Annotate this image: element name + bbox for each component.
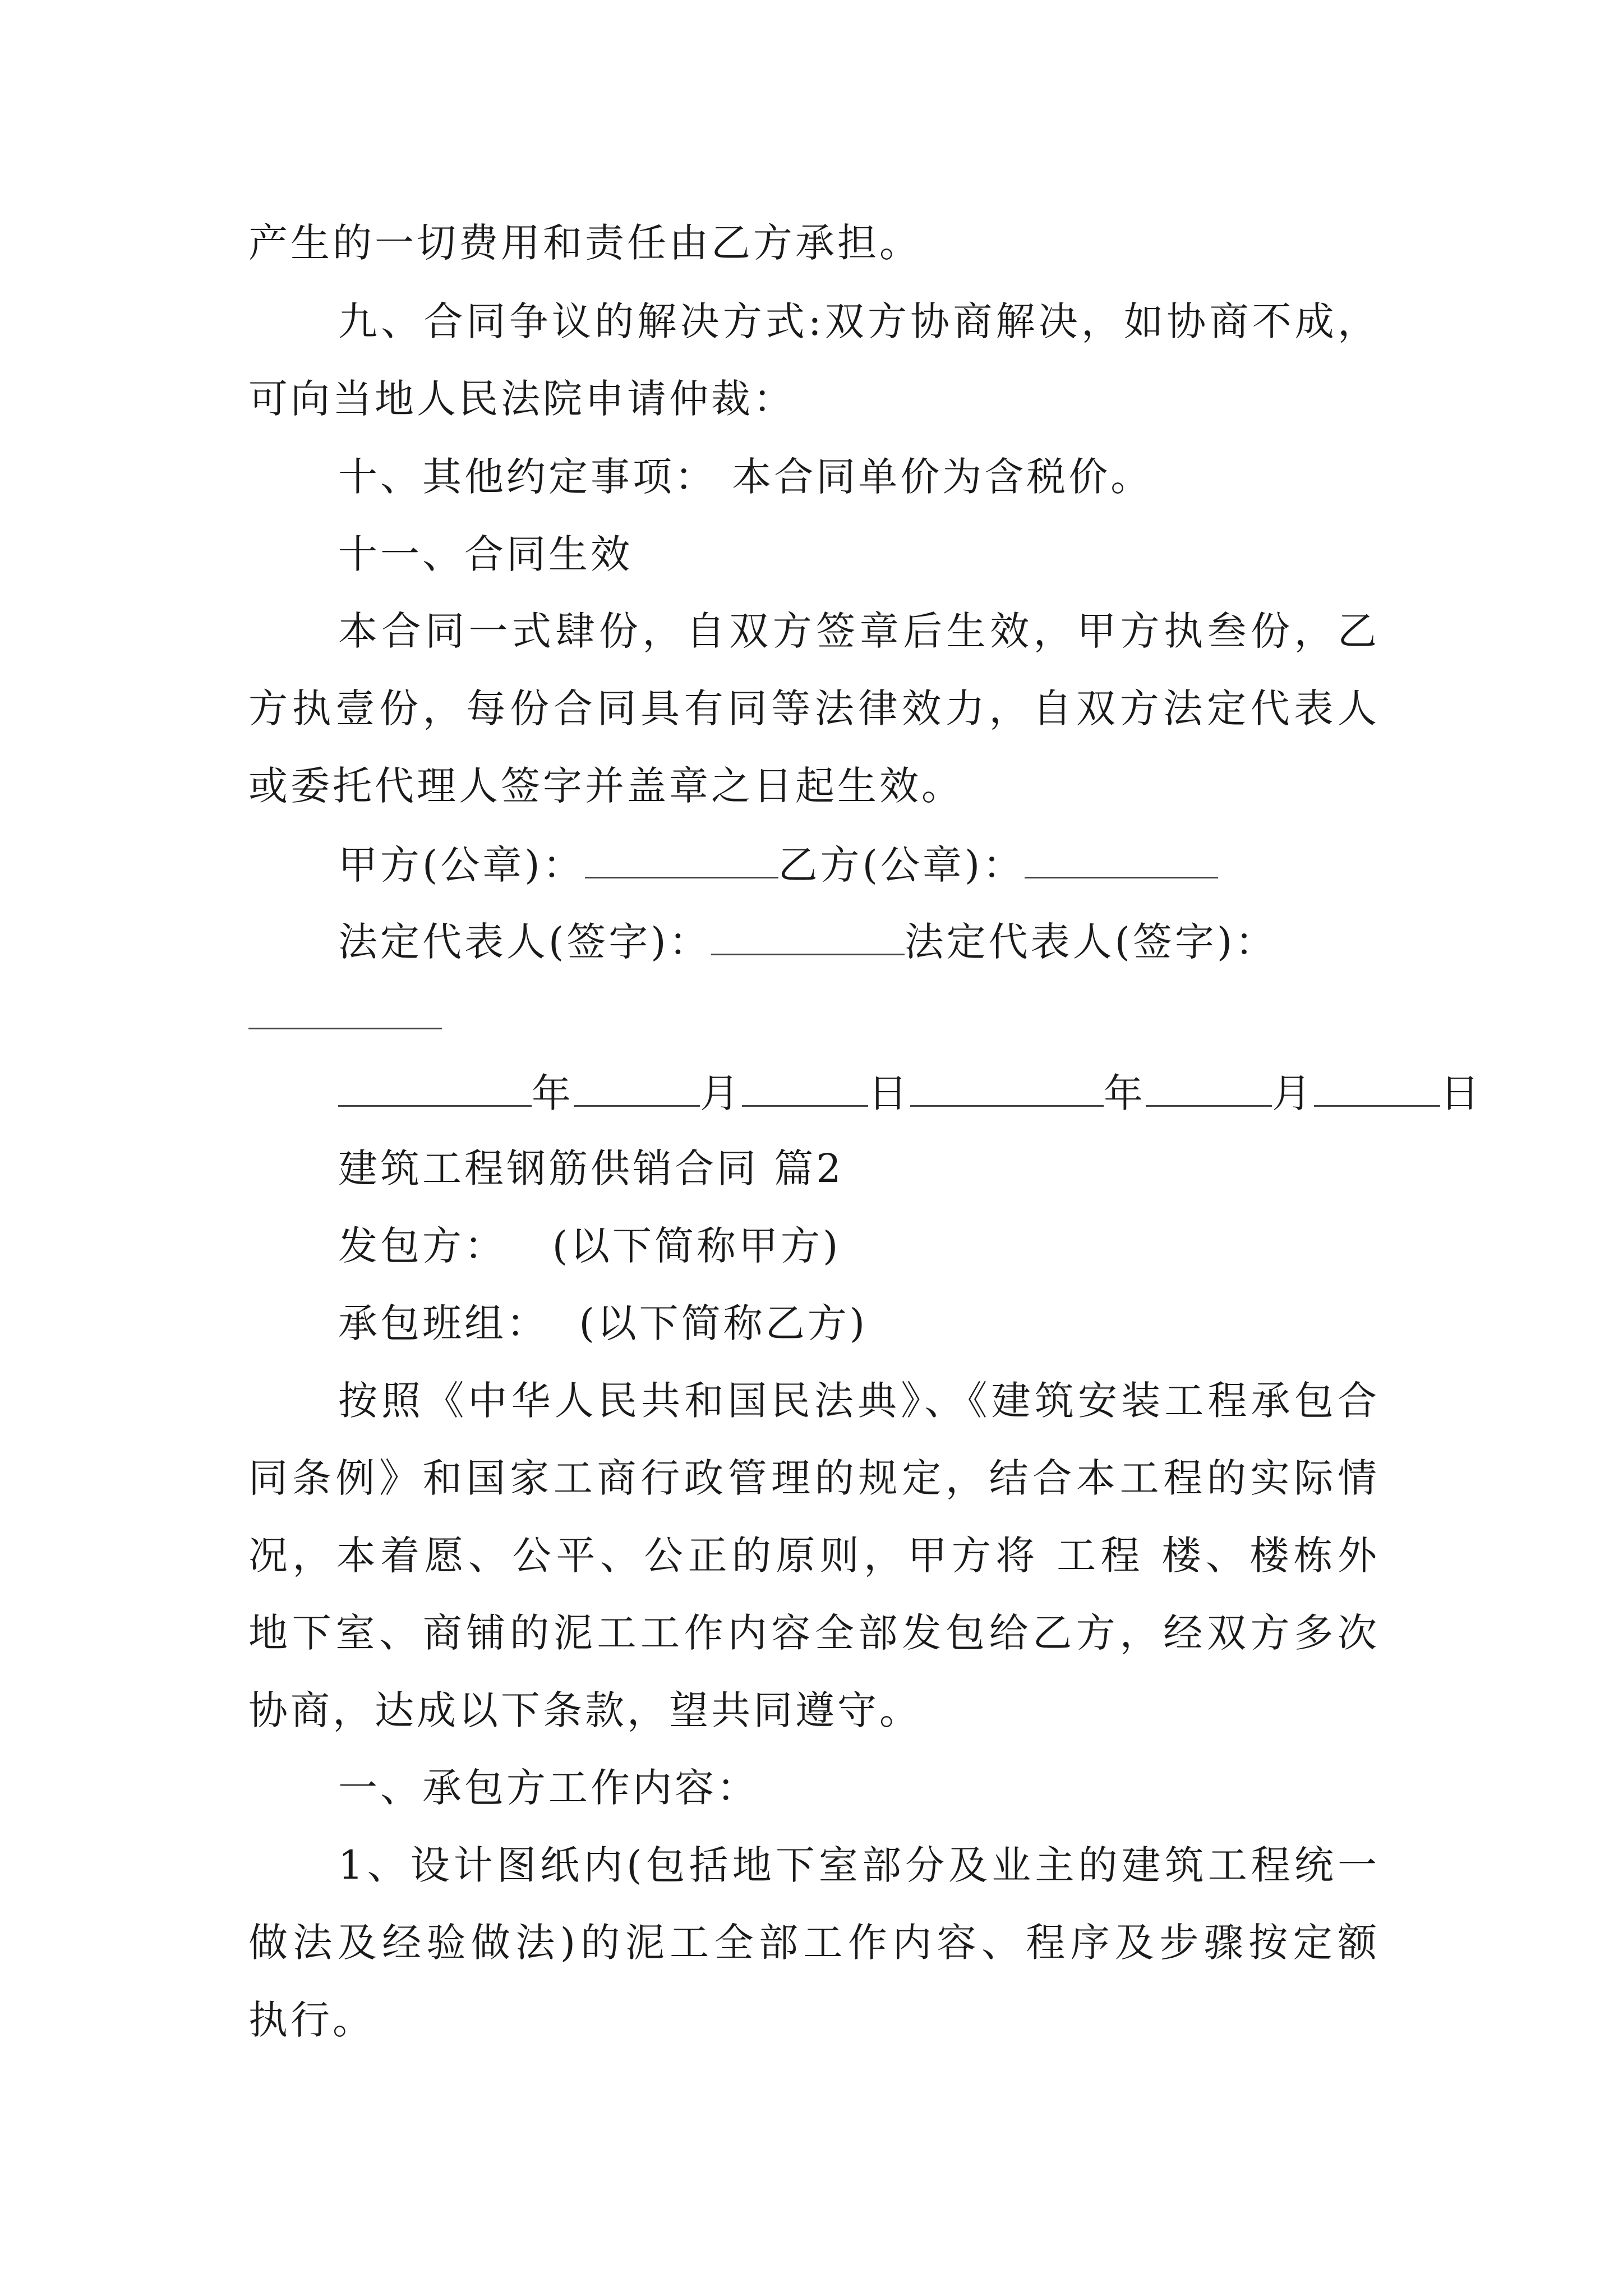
- year-blank: [910, 1071, 1104, 1107]
- paragraph-line: 地下室、商铺的泥工工作内容全部发包给乙方，经双方多次: [248, 1610, 1377, 1656]
- seal-line: [338, 842, 1218, 888]
- month-blank: [1146, 1071, 1272, 1107]
- month-label: 月: [700, 1070, 742, 1116]
- paragraph-line: 本合同一式肆份，自双方签章后生效，甲方执叁份，乙: [338, 608, 1377, 654]
- day-label: 日: [868, 1070, 910, 1116]
- paragraph-line: 十、其他约定事项： 本合同单价为含税价。: [338, 454, 1153, 500]
- party-a-seal-label: 甲方(公章)：: [338, 842, 585, 888]
- party-b-seal-label: 乙方(公章)：: [778, 842, 1025, 888]
- year-blank: [338, 1071, 532, 1107]
- party-a-legal-rep-blank: [711, 920, 905, 955]
- paragraph-line: 同条例》和国家工商行政管理的规定，结合本工程的实际情: [248, 1455, 1377, 1501]
- paragraph-line: 可向当地人民法院申请仲裁：: [248, 376, 795, 422]
- employer-line: 发包方： (以下简称甲方): [338, 1223, 841, 1269]
- party-a-legal-rep-label: 法定代表人(签字)：: [338, 919, 711, 965]
- year-label: 年: [532, 1070, 574, 1116]
- month-label: 月: [1272, 1070, 1314, 1116]
- paragraph-line: 1、设计图纸内(包括地下室部分及业主的建筑工程统一: [338, 1842, 1377, 1888]
- day-label: 日: [1440, 1070, 1482, 1116]
- day-blank: [1314, 1071, 1440, 1107]
- paragraph-line: 按照《中华人民共和国民法典》、《建筑安装工程承包合: [338, 1378, 1377, 1424]
- paragraph-line: 九、合同争议的解决方式:双方协商解决，如协商不成，: [338, 298, 1377, 344]
- paragraph-line: 或委托代理人签字并盖章之日起生效。: [248, 763, 963, 809]
- paragraph-line: 协商，达成以下条款，望共同遵守。: [248, 1687, 921, 1733]
- paragraph-line: 产生的一切费用和责任由乙方承担。: [248, 220, 921, 266]
- party-a-seal-blank: [585, 843, 778, 878]
- legal-rep-line: [338, 919, 1278, 965]
- contractor-line: 承包班组： (以下简称乙方): [338, 1300, 868, 1346]
- clause-heading: 一、承包方工作内容：: [338, 1765, 759, 1811]
- signature-blank: [248, 1028, 442, 1029]
- month-blank: [574, 1071, 700, 1107]
- paragraph-line: 执行。: [248, 1997, 375, 2043]
- day-blank: [742, 1071, 868, 1107]
- year-label: 年: [1104, 1070, 1146, 1116]
- party-b-seal-blank: [1025, 843, 1218, 878]
- section-title: 建筑工程钢筋供销合同 篇2: [338, 1145, 844, 1191]
- party-b-legal-rep-label: 法定代表人(签字)：: [904, 919, 1278, 965]
- paragraph-line: 做法及经验做法)的泥工全部工作内容、程序及步骤按定额: [248, 1920, 1377, 1966]
- paragraph-line: 方执壹份，每份合同具有同等法律效力，自双方法定代表人: [248, 685, 1377, 731]
- section-heading: 十一、合同生效: [338, 531, 633, 577]
- paragraph-line: 况，本着愿、公平、公正的原则，甲方将 工程 楼、楼栋外: [248, 1533, 1377, 1579]
- date-line: [338, 1070, 1482, 1116]
